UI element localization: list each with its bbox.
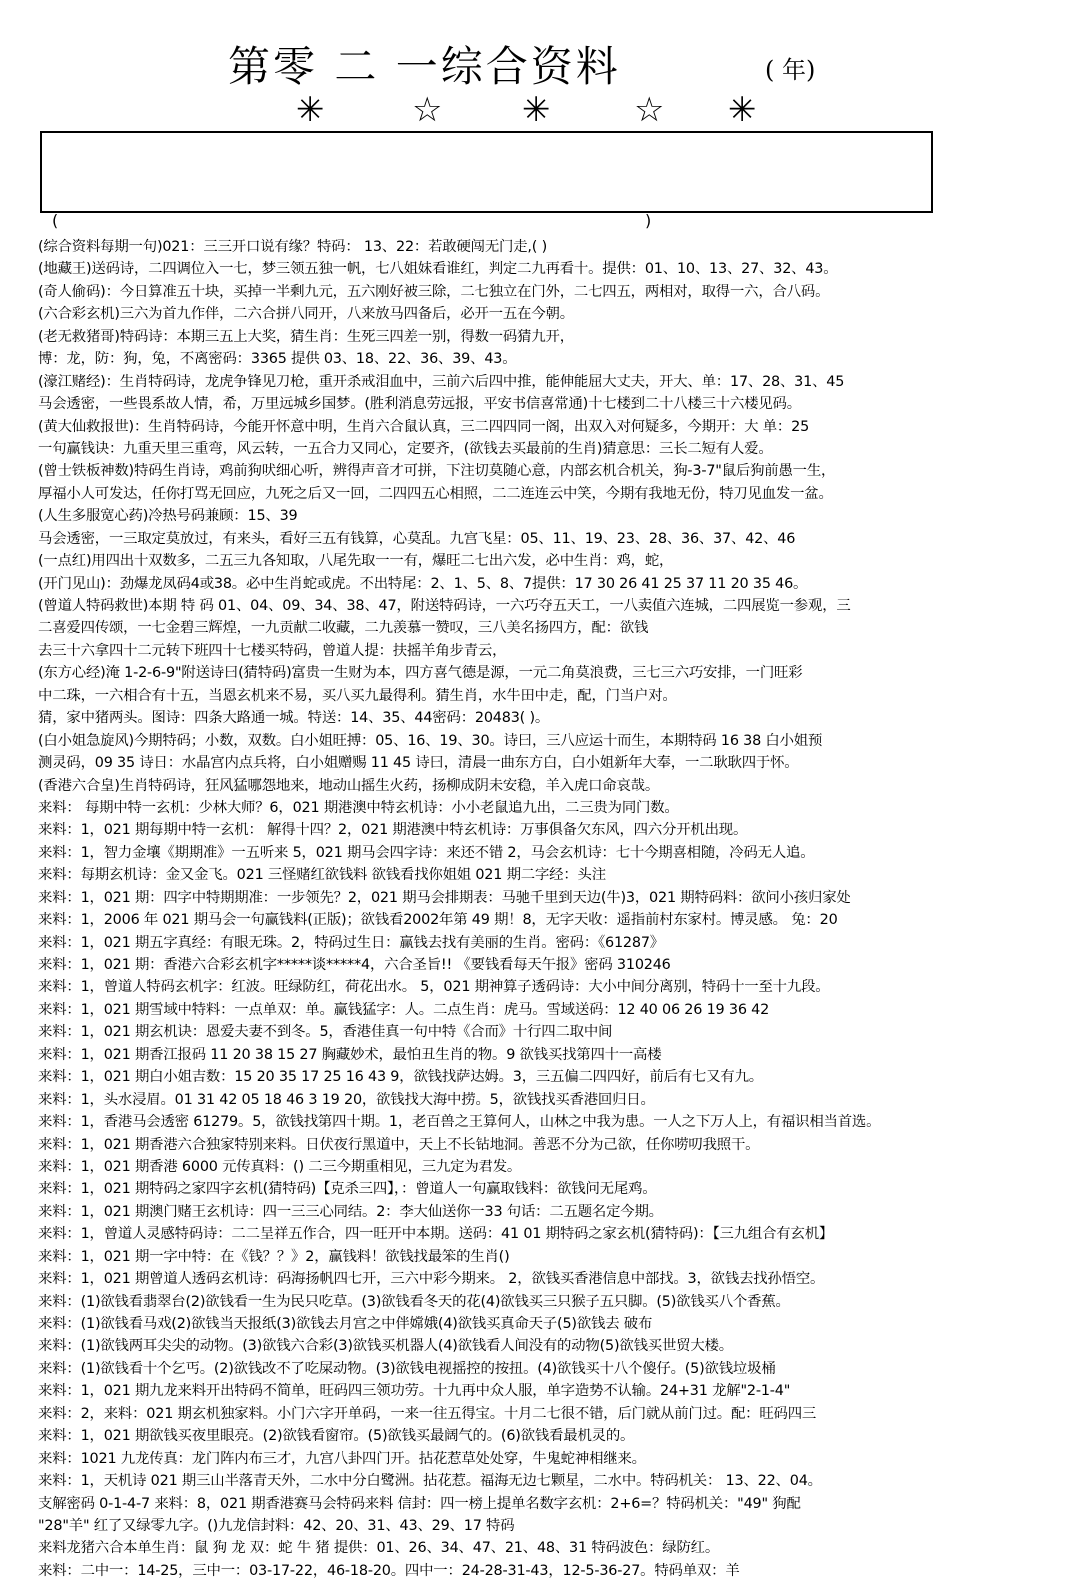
text-line: 猜，家中猪两头。图诗：四条大路通一城。特送：14、35、44密码：20483( )。	[38, 710, 550, 727]
text-line: 马会透密，一三取定莫放过，有来头，看好三五有钱算，心莫乱。九宫飞星：05、11、19、23、28、36、37、42、46	[38, 530, 796, 547]
text-line: (老无救猪哥)特码诗：本期三五上大奖，猜生肖：生死三四差一别，得数一码猜九开，	[38, 328, 574, 345]
text-line: 来料：1，天机诗 021 期三山半落青天外，二水中分白鹭洲。拈花惹。福海无边七颗星，二水中。特码机关： 13、22、04。	[38, 1473, 822, 1490]
text-line: 来料： 每期中特一玄机：少林大师？6，021 期港澳中特玄机诗：小小老鼠追九出，二三贵为同门数。	[38, 799, 679, 816]
text-line: 来料：1，2006 年 021 期马会一句赢钱料(正版)；欲钱看2002年第 49 期！8，无字天收：遥指前村东家村。博灵感。 兔：20	[38, 912, 838, 929]
text-line: (地藏王)送码诗，二四调位入一七，梦三领五独一帆，七八姐妹看谁红，判定二九再看十。提供：01、10、13、27、32、43。	[38, 261, 838, 278]
text-line: (奇人偷码)：今日算准五十块，买掉一半剩九元，五六刚好被三除，二七独立在门外，二七四五，两相对，取得一六，合八码。	[38, 283, 830, 300]
text-line: 中二珠，一六相合有十五，当恩玄机来不易，买八买九最得利。猜生肖，水牛田中走，配，门当户对。	[38, 687, 677, 704]
text-line: 来料：1，021 期欲钱买夜里眼亮。(2)欲钱看窗帘。(5)欲钱买最阔气的。(6)欲钱看最机灵的。	[38, 1428, 635, 1445]
text-line: 来料：(1)欲钱看马戏(2)欲钱当天报纸(3)欲钱去月宫之中伴嫦娥(4)欲钱买真命天子(5)欲钱去 破布	[38, 1316, 653, 1332]
title-year: ( 年)	[765, 56, 816, 84]
text-line: 来料：1，021 期白小姐吉数：15 20 35 17 25 16 43 9，欲钱找萨达姆。3，三五偏二四四好，前后有七又有九。	[38, 1069, 763, 1086]
text-line: 来料：1，021 期：香港六合彩玄机字*****谈*****4，六合圣旨!! 《要钱看每天午报》密码 310246	[38, 957, 671, 973]
text-line: (白小姐急旋风)今期特码；小数，双数。白小姐旺搏：05、16、19、30。诗曰，三八应运十而生，本期特码 16 38 白小姐预	[38, 732, 823, 749]
text-line: 来料：1，021 期玄机诀：恩爱夫妻不到冬。5，香港佳真一句中特《合而》十行四二取中间	[38, 1024, 613, 1041]
text-line: 一句赢钱诀：九重天里三重弯，风云转，一五合力又同心，定要齐，(欲钱去买最前的生肖)猜意思：三长二短有人爱。	[38, 440, 773, 457]
text-line: 来料：1，021 期特码之家四字玄机(猜特码)【克杀三四】，：曾道人一句赢取钱料：欲钱问无尾鸡。	[38, 1181, 657, 1198]
text-line: 来料：1，021 期曾道人透码玄机诗：码海扬帆四七开，三六中彩今期来。 2，欲钱买香港信息中部找。3，欲钱去找孙悟空。	[38, 1271, 825, 1288]
text-line: 来料：1，021 期：四字中特期期准：一步领先？2，021 期马会排期表：马驰千里到天边(牛)3，021 期特码料：欲问小孩归家处	[38, 889, 851, 906]
text-line: 测灵码，09 35 诗日：水晶宫内点兵将，白小姐赠赐 11 45 诗曰，清晨一曲东方白，白小姐新年大奉，一二耿耿四于怀。	[38, 755, 799, 772]
text-line: 来料：(1)欲钱看十个乞丐。(2)欲钱改不了吃屎动物。(3)欲钱电视摇控的按扭。(4)欲钱买十八个傻仔。(5)欲钱垃圾桶	[38, 1360, 776, 1377]
text-line: "28"羊" 红了又绿零九字。()九龙信封料：42、20、31、43、29、17 特码	[38, 1517, 515, 1534]
text-line: (综合资料每期一句)021：三三开口说有缘？特码： 13、22：若敢硬闯无门走,( )	[38, 239, 548, 255]
text-line: (香港六合皇)生肖特码诗，狂风猛哪怨地来，地动山摇生火药，扬柳成阴未安稳，羊入虎口命哀哉。	[38, 777, 660, 794]
blank-box	[40, 131, 933, 213]
text-line: (开门见山)：劲爆龙凤码4或38。必中生肖蛇或虎。不出特尾：2、1、5、8、7提供：17 30 26 41 25 37 11 20 35 46。	[38, 575, 808, 592]
text-line: 来料：(1)欲钱两耳尖尖的动物。(3)欲钱六合彩(3)欲钱买机器人(4)欲钱看人间没有的动物(5)欲钱买世贸大楼。	[38, 1338, 733, 1355]
star-icon: ☆	[412, 90, 443, 130]
title-main: 第零 二 一综合资料	[228, 42, 621, 91]
text-line: 来料：二中一：14-25，三中一：03-17-22，46-18-20。四中一：24-28-31-43，12-5-36-27。特码单双：羊	[38, 1562, 740, 1579]
text-line: 来料：1，021 期香江报码 11 20 38 15 27 胸藏妙术，最怕丑生肖的物。9 欲钱买找第四十一高楼	[38, 1046, 662, 1063]
text-line: 博：龙，防：狗，兔，不离密码：3365 提供 03、18、22、36、39、43。	[38, 351, 517, 368]
text-line: (六合彩玄机)三六为首九作伴，二六合拼八同开，八来放马四备后，必开一五在今朝。	[38, 306, 574, 323]
text-line: 来料：1，021 期香港 6000 元传真料：() 二三今期重相见，三九定为君发。	[38, 1158, 522, 1175]
text-line: 来料：1，曾道人灵感特码诗：二二呈祥五作合，四一旺开中本期。送码：41 01 期特码之家玄机(猜特码)：【三九组合有玄机】	[38, 1226, 834, 1243]
text-line: (一点红)用四出十双数多，二五三九各知取，八尾先取一一有，爆旺二七出六发，必中生肖：鸡，蛇，	[38, 553, 674, 570]
star-icon: ☆	[634, 90, 665, 130]
text-line: 马会透密，一些畏系故人情，希，万里远城乡国梦。(胜利消息劳远报，平安书信喜常通)十七楼到二十八楼三十六楼见码。	[38, 396, 801, 413]
text-line: 来料：1，021 期九龙来料开出特码不简单，旺码四三领功劳。十九再中众人服，单字造势不认输。24+31 龙解"2-1-4"	[38, 1383, 791, 1400]
text-line: 来料龙猪六合本单生肖：鼠 狗 龙 双：蛇 牛 猪 提供：01、26、34、47、21、48、31 特码波色：绿防红。	[38, 1540, 720, 1557]
text-body	[38, 236, 1072, 1582]
text-line: (人生多服宽心药)冷热号码兼顾：15、39	[38, 508, 298, 525]
text-line: 支解密码 0-1-4-7 来料：8，021 期香港赛马会特码来料 信封：四一榜上提单名数字玄机：2+6=？特码机关："49" 狗配	[38, 1495, 801, 1512]
box-paren-left: (	[52, 211, 59, 230]
text-line: 来料：1，021 期五字真经：有眼无珠。2，特码过生日：赢钱去找有美丽的生肖。密码：《61287》	[38, 934, 664, 951]
text-line: 来料：1，021 期每期中特一玄机： 解得十四？2，021 期港澳中特玄机诗：万事俱备欠东风，四六分开机出现。	[38, 822, 748, 839]
text-line: 来料：1，智力金壤《期期准》一五听来 5，021 期马会四字诗：来还不错 2，马会玄机诗：七十今期喜相随，冷码无人追。	[38, 844, 815, 861]
text-line: (濠江赌经)：生肖特码诗，龙虎争锋见刀枪，重开杀戒泪血中，三前六后四中推，能伸能屈大丈夫，开大、单：17、28、31、45	[38, 373, 845, 390]
text-line: (曾道人特码救世)本期 特 码 01、04、09、34、38、47，附送特码诗，一六巧夺五天工，一八卖值六连城，二四展览一参观，三	[38, 598, 851, 614]
text-line: 来料：1，021 期一字中特：在《钱？？》2，赢钱料！欲钱找最笨的生肖()	[38, 1248, 510, 1265]
text-line: 来料：1，头水浸眉。01 31 42 05 18 46 3 19 20，欲钱找大海中捞。5，欲钱找买香港回归日。	[38, 1091, 655, 1108]
text-line: (黄大仙救报世)：生肖特码诗，今能开怀意中明，生肖六合鼠认真，三二四四同一阁，出双入对何疑多，今期开：大 单：25	[38, 418, 810, 435]
box-paren-right: )	[645, 211, 652, 230]
text-line: 来料：1，021 期雪域中特料：一点单双：单。赢钱猛字：人。二点生肖：虎马。雪域送码：12 40 06 26 19 36 42	[38, 1001, 770, 1018]
text-line: 来料：(1)欲钱看翡翠台(2)欲钱看一生为民只吃草。(3)欲钱看冬天的花(4)欲钱买三只猴子五只脚。(5)欲钱买八个香蕉。	[38, 1293, 790, 1310]
text-line: (曾士铁板神数)特码生肖诗，鸡前狗吠细心听，辨得声音才可拼，下注切莫随心意，内部玄机合机关，狗-3-7"鼠后狗前愚一生，	[38, 463, 836, 480]
text-line: 去三十六拿四十二元转下班四十七楼买特码，曾道人提：扶摇羊角步青云，	[38, 642, 507, 659]
text-line: 厚福小人可发达，任你打骂无回应，九死之后又一回，二四四五心相照，二二连连云中笑，今期有我地无份，特刀见血发一盆。	[38, 485, 833, 502]
text-line: 来料：2，来料：021 期玄机独家料。小门六字开单码，一来一往五得宝。十月二七很不错，后门就从前门过。配：旺码四三	[38, 1405, 817, 1422]
star-row	[0, 90, 1080, 130]
text-line: 来料：1021 九龙传真：龙门阵内布三才，九宫八卦四门开。拈花惹草处处穿，牛鬼蛇神相继来。	[38, 1450, 646, 1467]
text-line: 来料：每期玄机诗：金又金飞。021 三怪赌红欲钱料 欲钱看找你姐姐 021 期二字经：头注	[38, 867, 606, 884]
text-line: 二喜爱四传颂，一七金碧三辉煌，一九贡献二收藏，二九羡慕一赞叹，三八美名扬四方，配：欲钱	[38, 620, 649, 637]
text-line: (东方心经)淹 1-2-6-9"附送诗曰(猜特码)富贵一生财为本，四方喜气德是源，一元二角莫浪费，三七三六巧安排，一门旺彩	[38, 665, 803, 682]
text-line: 来料：1，曾道人特码玄机字：红波。旺绿防红，荷花出水。 5，021 期神算子透码诗：大小中间分离别，特码十一至十九段。	[38, 979, 830, 996]
asterisk-icon: ✳	[296, 90, 325, 130]
text-line: 来料：1，香港马会透密 61279。5，欲钱找第四十期。1，老百兽之王算何人，山林之中我为患。一人之下万人上，有福识相当首选。	[38, 1114, 881, 1131]
text-line: 来料：1，021 期澳门赌王玄机诗：四一三三心同结。2：李大仙送你一33 句话：二五题名定今期。	[38, 1203, 663, 1220]
asterisk-icon: ✳	[522, 90, 551, 130]
text-line: 来料：1，021 期香港六合独家特别来料。日伏夜行黑道中，天上不长钻地洞。善恶不分为己欲，任你唠叨我照干。	[38, 1136, 760, 1153]
page-title	[0, 30, 1080, 90]
asterisk-icon: ✳	[728, 90, 757, 130]
